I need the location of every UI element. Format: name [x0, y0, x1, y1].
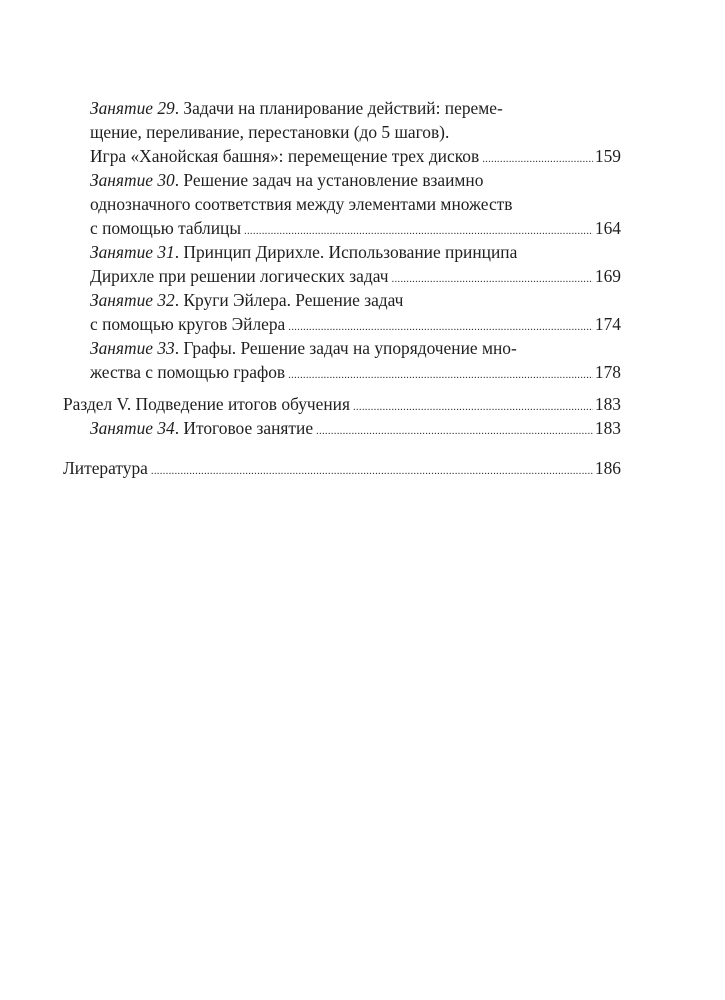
- lesson-title-part: щение, переливание, перестановки (до 5 шагов).: [90, 122, 450, 142]
- lesson-label: Занятие 34: [90, 418, 175, 438]
- toc-entry-31-line-2[interactable]: [90, 264, 621, 288]
- dot-leader: [316, 416, 593, 440]
- page-number: 174: [594, 314, 621, 334]
- lesson-label: Занятие 32: [90, 290, 175, 310]
- dot-leader: [482, 144, 593, 168]
- toc-entry-33-line-2[interactable]: [90, 360, 621, 384]
- lesson-title-part: . Графы. Решение задач на упорядочение мно-: [174, 338, 517, 358]
- toc-entry-29-line-1: [90, 96, 503, 120]
- lesson-label: Занятие 30: [90, 170, 175, 190]
- lesson-title-part: Дирихле при решении логических задач: [90, 266, 389, 286]
- toc-entry-30-line-3[interactable]: [90, 216, 621, 240]
- lesson-title-part: Игра «Ханойская башня»: перемещение трех дисков: [90, 146, 480, 166]
- lesson-title-part: . Задачи на планирование действий: переме-: [174, 98, 503, 118]
- toc-entry-33-line-1: [90, 336, 517, 360]
- lesson-label: Занятие 29: [90, 98, 175, 118]
- lesson-title-part: . Круги Эйлера. Решение задач: [174, 290, 404, 310]
- page-number: 169: [594, 266, 621, 286]
- lesson-title-part: с помощью таблицы: [90, 218, 242, 238]
- page-number: 164: [594, 218, 621, 238]
- toc-entry-32-line-2[interactable]: [90, 312, 621, 336]
- toc-section-5[interactable]: [63, 392, 621, 416]
- section-title: Раздел V. Подведение итогов обучения: [63, 394, 350, 414]
- lesson-title-part: . Итоговое занятие: [174, 418, 314, 438]
- page-number: 183: [594, 418, 621, 438]
- toc-literature[interactable]: [63, 456, 621, 480]
- lesson-title-part: . Принцип Дирихле. Использование принципа: [174, 242, 518, 262]
- literature-title: Литература: [63, 458, 148, 478]
- lesson-title-part: . Решение задач на установление взаимно: [174, 170, 484, 190]
- page-number: 159: [594, 146, 621, 166]
- lesson-title-part: с помощью кругов Эйлера: [90, 314, 286, 334]
- toc-entry-30-line-2: [90, 192, 512, 216]
- dot-leader: [353, 392, 593, 416]
- lesson-label: Занятие 31: [90, 242, 175, 262]
- toc-entry-29-line-3[interactable]: [90, 144, 621, 168]
- dot-leader: [288, 312, 593, 336]
- toc-entry-29-line-2: [90, 120, 449, 144]
- toc-entry-34[interactable]: [90, 416, 621, 440]
- page-number: 186: [594, 458, 621, 478]
- toc-entry-32-line-1: [90, 288, 403, 312]
- toc-entry-31-line-1: [90, 240, 517, 264]
- dot-leader: [392, 264, 593, 288]
- page-number: 183: [594, 394, 621, 414]
- lesson-title-part: жества с помощью графов: [90, 362, 286, 382]
- lesson-label: Занятие 33: [90, 338, 175, 358]
- page-number: 178: [594, 362, 621, 382]
- dot-leader: [288, 360, 593, 384]
- lesson-title: [90, 416, 316, 440]
- dot-leader: [244, 216, 593, 240]
- dot-leader: [151, 456, 593, 480]
- toc-entry-30-line-1: [90, 168, 483, 192]
- lesson-title-part: однозначного соответствия между элементами множеств: [90, 194, 513, 214]
